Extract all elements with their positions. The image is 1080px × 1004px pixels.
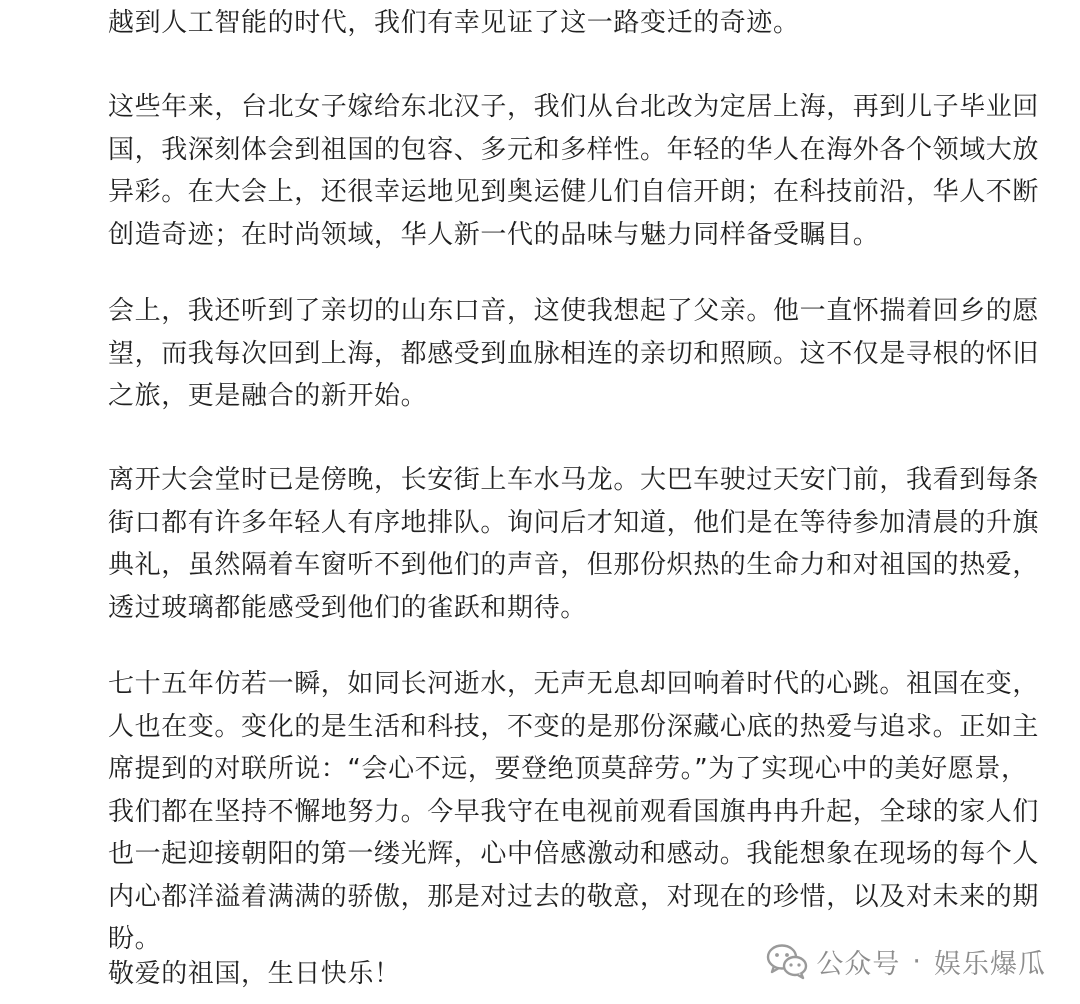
watermark-platform: 公众号 — [816, 948, 901, 980]
article-paragraph-closing: 敬爱的祖国，生日快乐！ — [108, 959, 401, 989]
article-paragraph-3: 会上，我还听到了亲切的山东口音，这使我想起了父亲。他一直怀揣着回乡的愿望，而我每次回到上海，都感受到血脉相连的亲切和照顾。这不仅是寻根的怀旧之旅，更是融合的新开始。 — [108, 296, 1040, 411]
official-account-watermark — [766, 938, 1046, 984]
watermark-account-name: 娱乐爆瓜 — [934, 948, 1046, 980]
watermark-separator: · — [912, 945, 922, 977]
article-paragraph-2: 这些年来，台北女子嫁给东北汉子，我们从台北改为定居上海，再到儿子毕业回国，我深刻体会到祖国的包容、多元和多样性。年轻的华人在海外各个领域大放异彩。在大会上，还很幸运地见到奥运健儿们自信开朗；在科技前沿，华人不断创造奇迹；在时尚领域，华人新一代的品味与魅力同样备受瞩目。 — [108, 92, 1040, 250]
article-paragraph-1: 越到人工智能的时代，我们有幸见证了这一路变迁的奇迹。 — [108, 8, 800, 38]
article-paragraph-5: 七十五年仿若一瞬，如同长河逝水，无声无息却回响着时代的心跳。祖国在变，人也在变。变化的是生活和科技，不变的是那份深藏心底的热爱与追求。正如主席提到的对联所说：“会心不远，要登绝顶莫辞劳。”为了实现心中的美好愿景，我们都在坚持不懈地努力。今早我守在电视前观看国旗冉冉升起，全球的家人们也一起迎接朝阳的第一缕光辉，心中倍感激动和感动。我能想象在现场的每个人内心都洋溢着满满的骄傲，那是对过去的敬意，对现在的珍惜，以及对未来的期盼。 — [108, 669, 1040, 954]
article-paragraph-4: 离开大会堂时已是傍晚，长安街上车水马龙。大巴车驶过天安门前，我看到每条街口都有许多年轻人有序地排队。询问后才知道，他们是在等待参加清晨的升旗典礼，虽然隔着车窗听不到他们的声音，但那份炽热的生命力和对祖国的热爱，透过玻璃都能感受到他们的雀跃和期待。 — [108, 465, 1040, 623]
wechat-icon — [766, 942, 808, 980]
